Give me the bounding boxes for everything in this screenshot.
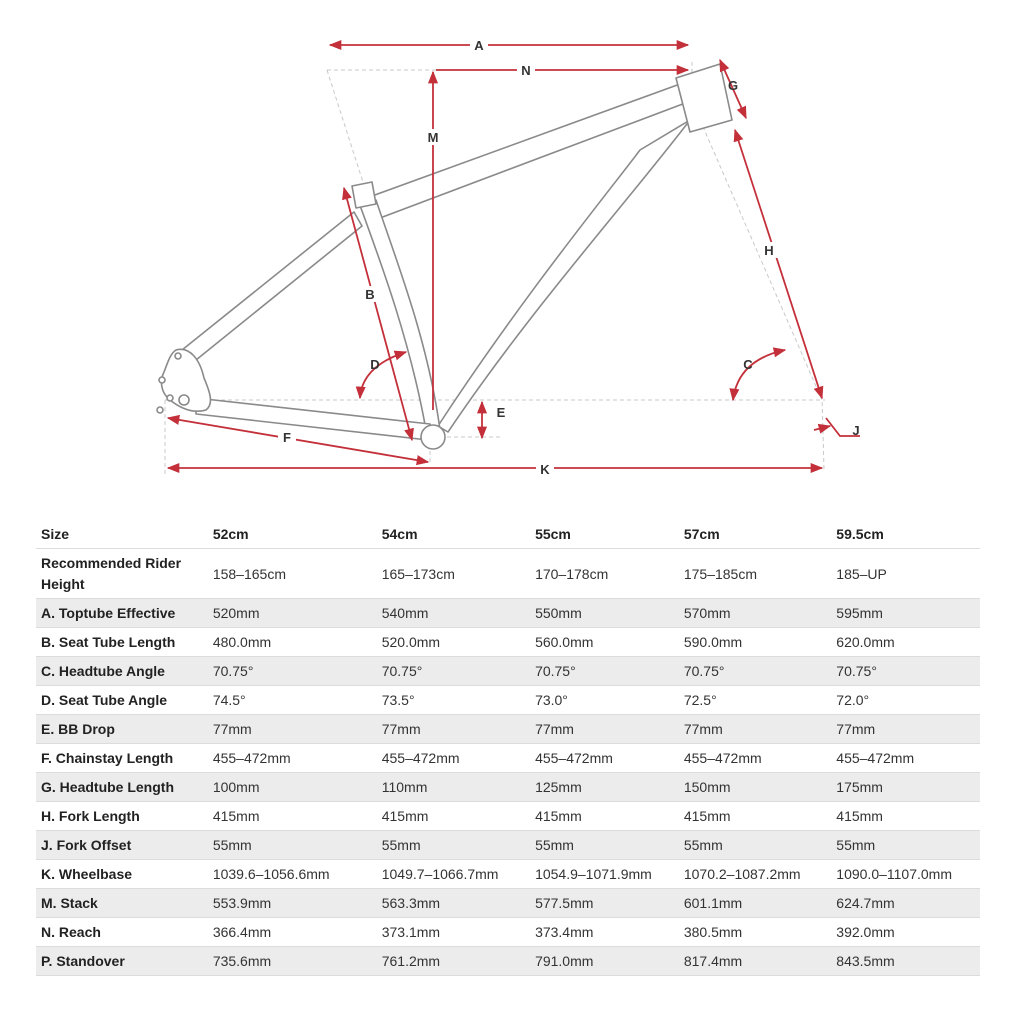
table-row — [36, 918, 980, 947]
table-cell: 590.0mm — [679, 628, 831, 657]
table-cell: 1070.2–1087.2mm — [679, 860, 831, 889]
table-cell: 455–472mm — [831, 744, 980, 773]
table-cell: 55mm — [679, 831, 831, 860]
label-h: H — [764, 243, 774, 258]
table-cell: 455–472mm — [208, 744, 377, 773]
table-cell: 100mm — [208, 773, 377, 802]
table-cell: 70.75° — [377, 657, 530, 686]
table-row — [36, 831, 980, 860]
table-row — [36, 657, 980, 686]
size-header-label: Size — [36, 519, 208, 549]
table-row — [36, 715, 980, 744]
frame-geometry-diagram — [0, 0, 1016, 500]
table-cell: 170–178cm — [530, 549, 679, 599]
table-cell: 415mm — [530, 802, 679, 831]
label-a: A — [474, 38, 484, 53]
table-cell: 373.1mm — [377, 918, 530, 947]
row-label: E. BB Drop — [36, 715, 208, 744]
table-cell: 158–165cm — [208, 549, 377, 599]
table-cell: 175mm — [831, 773, 980, 802]
table-cell: 570mm — [679, 599, 831, 628]
table-cell: 392.0mm — [831, 918, 980, 947]
table-cell: 455–472mm — [679, 744, 831, 773]
table-cell: 77mm — [679, 715, 831, 744]
size-header: 59.5cm — [831, 519, 980, 549]
table-cell: 55mm — [831, 831, 980, 860]
bike-frame — [157, 64, 732, 449]
table-cell: 415mm — [831, 802, 980, 831]
table-cell: 70.75° — [831, 657, 980, 686]
table-cell: 72.0° — [831, 686, 980, 715]
label-k: K — [540, 462, 550, 477]
table-cell: 175–185cm — [679, 549, 831, 599]
table-cell: 624.7mm — [831, 889, 980, 918]
row-label: H. Fork Length — [36, 802, 208, 831]
table-cell: 165–173cm — [377, 549, 530, 599]
size-header: 55cm — [530, 519, 679, 549]
table-cell: 55mm — [208, 831, 377, 860]
row-label: D. Seat Tube Angle — [36, 686, 208, 715]
table-cell: 70.75° — [208, 657, 377, 686]
row-label: P. Standover — [36, 947, 208, 976]
row-label: G. Headtube Length — [36, 773, 208, 802]
table-cell: 366.4mm — [208, 918, 377, 947]
table-cell: 373.4mm — [530, 918, 679, 947]
table-cell: 595mm — [831, 599, 980, 628]
label-d: D — [370, 357, 380, 372]
table-cell: 1049.7–1066.7mm — [377, 860, 530, 889]
label-e: E — [496, 405, 506, 420]
table-cell: 110mm — [377, 773, 530, 802]
table-cell: 70.75° — [679, 657, 831, 686]
table-cell: 74.5° — [208, 686, 377, 715]
table-cell: 77mm — [377, 715, 530, 744]
table-row — [36, 802, 980, 831]
table-cell: 1054.9–1071.9mm — [530, 860, 679, 889]
table-cell: 150mm — [679, 773, 831, 802]
table-row — [36, 889, 980, 918]
row-label: J. Fork Offset — [36, 831, 208, 860]
table-row — [36, 628, 980, 657]
label-b: B — [365, 287, 375, 302]
size-header: 54cm — [377, 519, 530, 549]
table-cell: 480.0mm — [208, 628, 377, 657]
table-cell: 77mm — [530, 715, 679, 744]
table-row — [36, 549, 980, 599]
row-label: M. Stack — [36, 889, 208, 918]
table-cell: 72.5° — [679, 686, 831, 715]
geometry-table-body — [36, 549, 980, 976]
table-cell: 843.5mm — [831, 947, 980, 976]
table-cell: 791.0mm — [530, 947, 679, 976]
table-row — [36, 744, 980, 773]
table-cell: 55mm — [530, 831, 679, 860]
table-cell: 540mm — [377, 599, 530, 628]
table-cell: 70.75° — [530, 657, 679, 686]
label-f: F — [283, 430, 291, 445]
label-c: C — [743, 357, 753, 372]
table-row — [36, 686, 980, 715]
row-label: C. Headtube Angle — [36, 657, 208, 686]
row-label: B. Seat Tube Length — [36, 628, 208, 657]
label-j: J — [852, 423, 860, 438]
size-header-row — [36, 519, 980, 549]
table-cell: 415mm — [208, 802, 377, 831]
table-cell: 761.2mm — [377, 947, 530, 976]
table-cell: 415mm — [377, 802, 530, 831]
dimension-lines — [168, 45, 860, 468]
table-cell: 1090.0–1107.0mm — [831, 860, 980, 889]
table-cell: 560.0mm — [530, 628, 679, 657]
row-label: K. Wheelbase — [36, 860, 208, 889]
row-label: A. Toptube Effective — [36, 599, 208, 628]
size-header: 52cm — [208, 519, 377, 549]
row-label: F. Chainstay Length — [36, 744, 208, 773]
table-cell: 455–472mm — [377, 744, 530, 773]
table-cell: 185–UP — [831, 549, 980, 599]
table-cell: 73.5° — [377, 686, 530, 715]
table-row — [36, 947, 980, 976]
table-cell: 415mm — [679, 802, 831, 831]
table-cell: 520.0mm — [377, 628, 530, 657]
table-cell: 55mm — [377, 831, 530, 860]
table-cell: 817.4mm — [679, 947, 831, 976]
table-row — [36, 860, 980, 889]
label-g: G — [727, 78, 739, 93]
size-header: 57cm — [679, 519, 831, 549]
row-label: N. Reach — [36, 918, 208, 947]
table-cell: 380.5mm — [679, 918, 831, 947]
table-cell: 620.0mm — [831, 628, 980, 657]
table-row — [36, 773, 980, 802]
table-cell: 577.5mm — [530, 889, 679, 918]
table-cell: 520mm — [208, 599, 377, 628]
table-cell: 735.6mm — [208, 947, 377, 976]
table-cell: 563.3mm — [377, 889, 530, 918]
table-cell: 601.1mm — [679, 889, 831, 918]
table-cell: 550mm — [530, 599, 679, 628]
table-cell: 73.0° — [530, 686, 679, 715]
label-m: M — [427, 130, 439, 145]
table-cell: 125mm — [530, 773, 679, 802]
table-cell: 1039.6–1056.6mm — [208, 860, 377, 889]
table-cell: 455–472mm — [530, 744, 679, 773]
table-cell: 77mm — [208, 715, 377, 744]
table-cell: 77mm — [831, 715, 980, 744]
table-row — [36, 599, 980, 628]
row-label: Recommended Rider Height — [36, 549, 208, 599]
label-n: N — [521, 63, 531, 78]
geometry-table — [36, 519, 980, 976]
table-cell: 553.9mm — [208, 889, 377, 918]
